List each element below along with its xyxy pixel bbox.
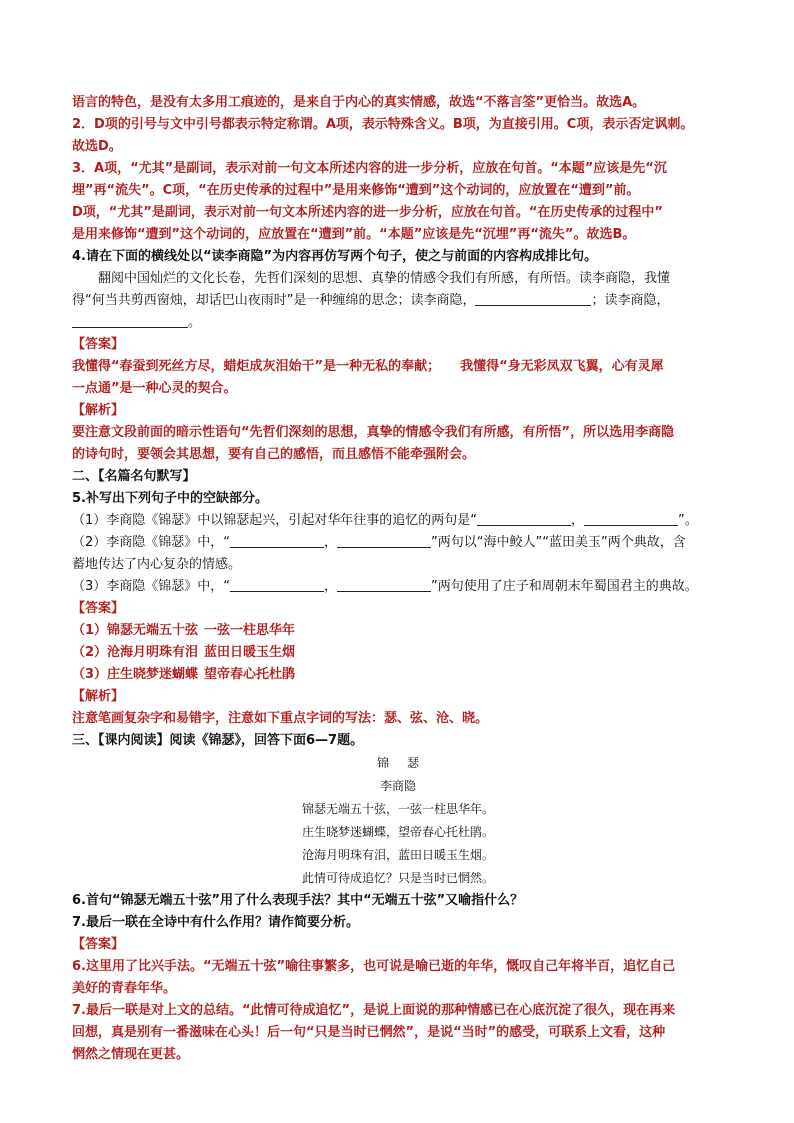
fill-blank[interactable] — [230, 577, 324, 592]
q5-answer-row — [72, 620, 724, 642]
analysis-tag: 【解析】 — [72, 689, 125, 704]
q4-answer-text: 我懂得“身无彩凤双飞翼，心有灵犀 — [460, 359, 664, 374]
fill-blank[interactable] — [475, 291, 591, 306]
answer-line: 是用来修饰“遭到”这个动词的，应放置在“遭到”前。“本题”应该是先“沉埋”再“流失”。故选B。 — [72, 227, 636, 242]
q5-analysis: 注意笔画复杂字和易错字，注意如下重点字词的写法：瑟、弦、沧、晓。 — [72, 711, 489, 726]
answer-line: 3．A项，“尤其”是副词，表示对前一句文本所述内容的进一步分析，应放在句首。“本题”应该是先“沉 — [72, 161, 667, 176]
analysis-tag: 【解析】 — [72, 403, 125, 418]
q7-answer-line: 7.最后一联是对上文的总结。“此情可待成追忆”，是说上面说的那种情感已在心底沉淀了很久，现在再来 — [72, 1003, 676, 1018]
poem-line: 锦瑟无端五十弦，一弦一柱思华年。 — [301, 802, 494, 816]
q5-text: ”两句使用了庄子和周朝末年蜀国君主的典故。 — [431, 579, 698, 594]
answer-line: 故选D。 — [72, 139, 122, 154]
q5-item-1 — [72, 510, 724, 532]
section-heading: 三、【课内阅读】阅读《锦瑟》，回答下面6—7题。 — [72, 733, 364, 748]
question-7: 7.最后一联在全诗中有什么作用？请作简要分析。 — [72, 915, 359, 930]
q4-passage-line — [72, 312, 724, 334]
answer-tag: 【答案】 — [72, 601, 125, 616]
q7-answer-line: 回想，真是别有一番滋味在心头！后一句“只是当时已惘然”，是说“当时”的感受，可联系上文看，这种 — [72, 1025, 666, 1040]
answer-line: D项，“尤其”是副词，表示对前一句文本所述内容的进一步分析，应放在句首。“在历史传承的过程中” — [72, 205, 663, 220]
poem-author: 李商隐 — [379, 779, 416, 793]
q5-answer-a: （3）庄生晓梦迷蝴蝶 — [72, 667, 199, 682]
answer-line: 埋”再“流失”。C项，“在历史传承的过程中”是用来修饰“遭到”这个动词的，应放置在“遭到”前。 — [72, 183, 640, 198]
q5-text: ， — [324, 579, 338, 594]
q4-passage-line — [72, 290, 724, 312]
q4-analysis-line: 的诗句时，要领会其思想，要有自己的感悟，而且感悟不能牵强附会。 — [72, 447, 476, 462]
poem — [72, 752, 724, 890]
q6-answer-line: 美好的青春年华。 — [72, 981, 177, 996]
q6-answer-line: 6.这里用了比兴手法。“无端五十弦”喻往事繁多，也可说是喻已逝的年华，慨叹自己年将半百，追忆自己 — [72, 959, 676, 974]
fill-blank[interactable] — [584, 511, 678, 526]
q5-answer-row — [72, 664, 724, 686]
poem-line: 此情可待成追忆？只是当时已惘然。 — [301, 871, 494, 885]
fill-blank[interactable] — [337, 533, 431, 548]
q5-text: （3）李商隐《锦瑟》中，“ — [72, 579, 231, 594]
answer-line: 语言的特色，是没有太多用工痕迹的，是来自于内心的真实情感，故选“不落言筌”更恰当。故选A。 — [72, 95, 646, 110]
q5-item-3 — [72, 576, 724, 598]
q4-passage-text: 得“何当共剪西窗烛，却话巴山夜雨时”是一种缠绵的思念；读李商隐， — [72, 293, 476, 308]
fill-blank[interactable] — [72, 313, 188, 328]
q5-answer-a: （1）锦瑟无端五十弦 — [72, 623, 199, 638]
q4-answer-text: 我懂得“春蚕到死丝方尽，蜡炬成灰泪始干”是一种无私的奉献； — [72, 359, 441, 374]
fill-blank[interactable] — [337, 577, 431, 592]
poem-line: 庄生晓梦迷蝴蝶，望帝春心托杜鹃。 — [301, 825, 494, 839]
question-5: 5.补写出下列句子中的空缺部分。 — [72, 491, 268, 506]
q4-passage-text: 。 — [188, 315, 202, 330]
q5-item-2-cont: 蓄地传达了内心复杂的情感。 — [72, 557, 242, 572]
q4-analysis-line: 要注意文段前面的暗示性语句“先哲们深刻的思想，真挚的情感令我们有所感，有所悟”，所以选用李商隐 — [72, 425, 675, 440]
q5-item-2 — [72, 532, 724, 554]
question-4: 4.请在下面的横线处以“读李商隐”为内容再仿写两个句子，使之与前面的内容构成排比句。 — [72, 249, 598, 264]
q5-text: ”。 — [678, 513, 698, 528]
q5-answer-b: 望帝春心托杜鹃 — [204, 667, 296, 682]
question-6: 6.首句“锦瑟无端五十弦”用了什么表现手法？其中“无端五十弦”又喻指什么？ — [72, 893, 524, 908]
q4-passage-text: ；读李商隐， — [591, 293, 670, 308]
q5-text: ”两句以“海中鲛人”“蓝田美玉”两个典故，含 — [431, 535, 686, 550]
q4-passage-line: 翻阅中国灿烂的文化长卷，先哲们深刻的思想、真挚的情感令我们有所感，有所悟。读李商隐，我懂 — [98, 271, 671, 286]
q5-text: ， — [324, 535, 338, 550]
poem-line: 沧海月明珠有泪，蓝田日暖玉生烟。 — [301, 848, 494, 862]
q5-answer-b: 一弦一柱思华年 — [204, 623, 296, 638]
q4-answer-line: 一点通”是一种心灵的契合。 — [72, 381, 237, 396]
q5-answer-a: （2）沧海月明珠有泪 — [72, 645, 199, 660]
poem-title: 锦瑟 — [376, 756, 437, 770]
section-heading: 二、【名篇名句默写】 — [72, 469, 196, 484]
fill-blank[interactable] — [230, 533, 324, 548]
q5-text: （1）李商隐《锦瑟》中以锦瑟起兴，引起对华年往事的追忆的两句是“ — [72, 513, 478, 528]
answer-tag: 【答案】 — [72, 337, 125, 352]
q5-text: （2）李商隐《锦瑟》中，“ — [72, 535, 231, 550]
document-page — [72, 92, 724, 1066]
answer-line: 2．D项的引号与文中引号都表示特定称谓。A项，表示特殊含义。B项，为直接引用。C项，表示否定讽刺。 — [72, 117, 694, 132]
answer-tag: 【答案】 — [72, 937, 125, 952]
q5-answer-row — [72, 642, 724, 664]
q5-text: ， — [571, 513, 585, 528]
q5-answer-b: 蓝田日暖玉生烟 — [204, 645, 296, 660]
fill-blank[interactable] — [477, 511, 571, 526]
q7-answer-line: 惘然之情现在更甚。 — [72, 1047, 190, 1062]
q4-answer-line — [72, 356, 724, 378]
